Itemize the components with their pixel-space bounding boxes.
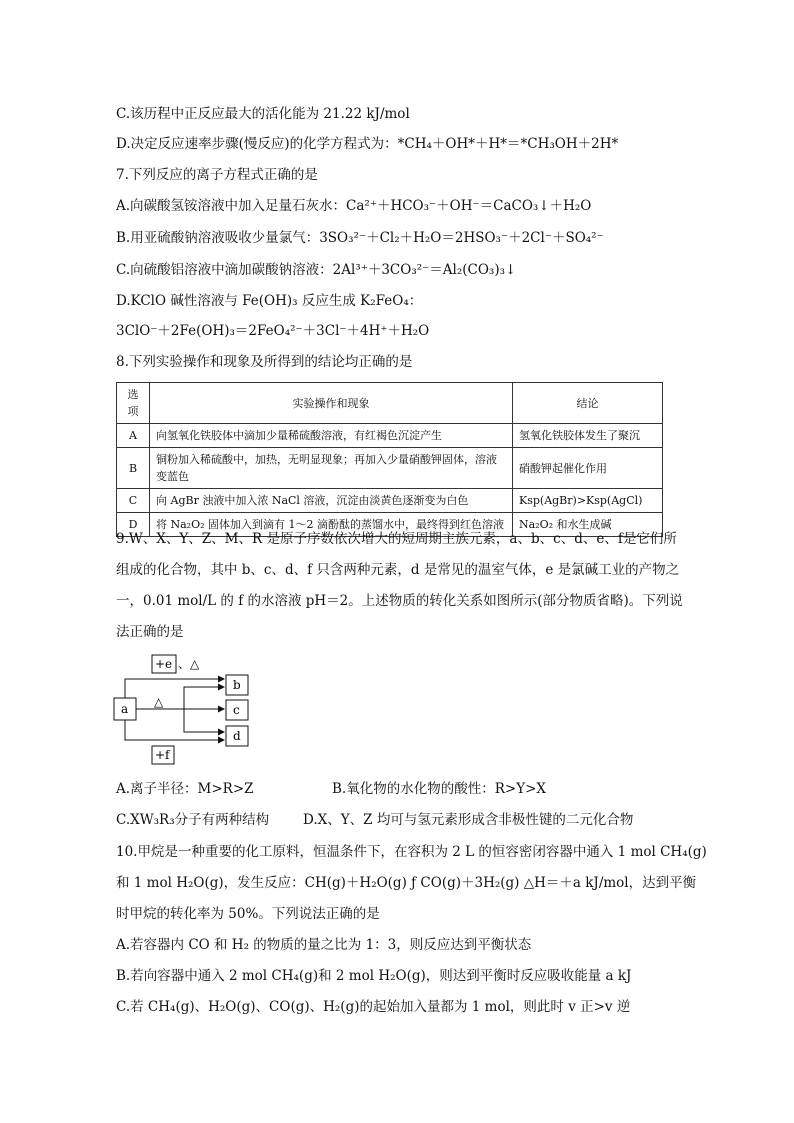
node-a: a (121, 702, 129, 716)
question-8: 8.下列实验操作和现象及所得到的结论均正确的是 (116, 354, 413, 370)
row-operation: 将 Na₂O₂ 固体加入到滴有 1～2 滴酚酞的蒸馏水中，最终得到红色溶液 (150, 513, 513, 537)
question-9-line1: 9.W、X、Y、Z、M、R 是原子序数依次增大的短周期主族元素，a、b、c、d、e、f是它们所 (116, 531, 677, 547)
row-option: B (117, 448, 150, 489)
option-9a: A.离子半径：M>R>Z (116, 781, 254, 797)
table-row (117, 489, 663, 513)
arrow-a-to-d (125, 720, 224, 740)
row-conclusion: Ksp(AgBr)>Ksp(AgCl) (513, 489, 663, 513)
option-7c: C.向硫酸铝溶液中滴加碳酸钠溶液：2Al³⁺＋3CO₃²⁻＝Al₂(CO₃)₃↓ (116, 262, 517, 278)
question-10-line1: 10.甲烷是一种重要的化工原料，恒温条件下，在容积为 2 L 的恒容密闭容器中通入 1 mol CH₄(g) (116, 844, 707, 860)
option-9b: B.氧化物的水化物的酸性：R>Y>X (332, 781, 547, 797)
node-d: d (233, 729, 241, 743)
option-9d: D.X、Y、Z 均可与氢元素形成含非极性键的二元化合物 (303, 812, 634, 828)
experiment-table (116, 382, 663, 537)
line-q6c: C.该历程中正反应最大的活化能为 21.22 kJ/mol (116, 106, 410, 122)
node-b: b (233, 678, 241, 692)
option-7a: A.向碳酸氢铵溶液中加入足量石灰水：Ca²⁺＋HCO₃⁻＋OH⁻＝CaCO₃↓＋H₂O (116, 198, 592, 214)
option-9c: C.XW₃R₃分子有两种结构 (116, 812, 270, 828)
question-7: 7.下列反应的离子方程式正确的是 (116, 167, 318, 183)
arrow-mid-to-b (184, 687, 224, 709)
label-plus-f: +f (155, 748, 170, 762)
header-option: 选项 (117, 383, 150, 424)
option-7d-equation: 3ClO⁻＋2Fe(OH)₃＝2FeO₄²⁻＋3Cl⁻＋4H⁺＋H₂O (116, 323, 430, 339)
arrow-mid-to-d (184, 709, 224, 732)
table-header-row (117, 383, 663, 424)
arrow-a-to-b (125, 679, 224, 698)
question-9-line3: 一，0.01 mol/L 的 f 的水溶液 pH＝2。上述物质的转化关系如图所示(部分物质省略)。下列说 (116, 593, 683, 609)
line-q6d: D.决定反应速率步骤(慢反应)的化学方程式为：*CH₄＋OH*＋H*＝*CH₃OH＋2H* (116, 136, 619, 152)
row-option: D (117, 513, 150, 537)
row-operation: 铜粉加入稀硫酸中，加热，无明显现象；再加入少量硝酸钾固体，溶液变蓝色 (150, 448, 513, 489)
option-10c: C.若 CH₄(g)、H₂O(g)、CO(g)、H₂(g)的起始加入量都为 1 mol，则此时 v 正>v 逆 (116, 999, 631, 1015)
question-9-line4: 法正确的是 (116, 624, 184, 640)
label-heat: △ (154, 695, 164, 709)
label-plus-e: +e (155, 657, 173, 671)
row-conclusion: Na₂O₂ 和水生成碱 (513, 513, 663, 537)
question-10-line2: 和 1 mol H₂O(g)，发生反应：CH(g)＋H₂O(g) ƒ CO(g)＋3H₂(g) △H＝＋a kJ/mol，达到平衡 (116, 875, 697, 891)
row-operation: 向氢氧化铁胶体中滴加少量稀硫酸溶液，有红褐色沉淀产生 (150, 424, 513, 448)
option-10b: B.若向容器中通入 2 mol CH₄(g)和 2 mol H₂O(g)，则达到平衡时反应吸收能量 a kJ (116, 968, 632, 984)
conversion-diagram (112, 652, 262, 772)
header-conclusion: 结论 (513, 383, 663, 424)
option-10a: A.若容器内 CO 和 H₂ 的物质的量之比为 1：3，则反应达到平衡状态 (116, 937, 532, 953)
question-10-line3: 时甲烷的转化率为 50%。下列说法正确的是 (116, 906, 380, 922)
diagram-svg (112, 652, 262, 772)
row-conclusion: 氢氧化铁胶体发生了聚沉 (513, 424, 663, 448)
table-row (117, 448, 663, 489)
row-conclusion: 硝酸钾起催化作用 (513, 448, 663, 489)
table-row (117, 424, 663, 448)
node-c: c (233, 703, 240, 717)
option-7d: D.KClO 碱性溶液与 Fe(OH)₃ 反应生成 K₂FeO₄： (116, 293, 423, 309)
row-option: C (117, 489, 150, 513)
label-top-suffix: 、△ (178, 657, 200, 671)
row-operation: 向 AgBr 浊液中加入浓 NaCl 溶液，沉淀由淡黄色逐渐变为白色 (150, 489, 513, 513)
question-9-line2: 组成的化合物，其中 b、c、d、f 只含两种元素，d 是常见的温室气体，e 是氯碱工业的产物之 (116, 562, 680, 578)
row-option: A (117, 424, 150, 448)
header-operation: 实验操作和现象 (150, 383, 513, 424)
option-7b: B.用亚硫酸钠溶液吸收少量氯气：3SO₃²⁻＋Cl₂＋H₂O＝2HSO₃⁻＋2Cl⁻＋SO₄²⁻ (116, 230, 604, 246)
